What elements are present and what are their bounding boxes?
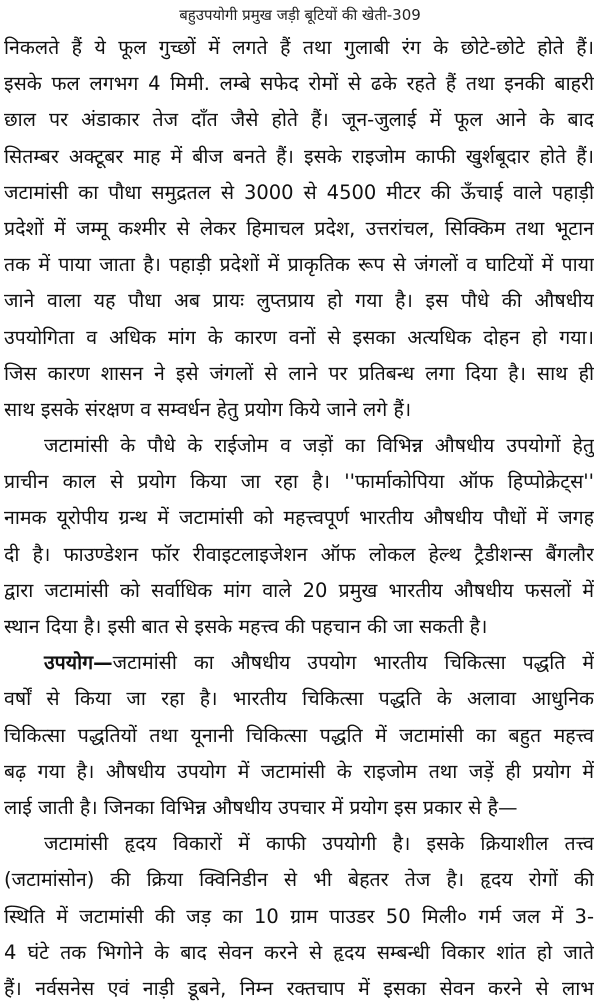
text-line: सितम्बर अक्टूबर माह में बीज बनते हैं। इसके राइजोम काफी खुर्शबूदार होते हैं। bbox=[4, 144, 594, 168]
text-line: उपयोगिता व अधिक मांग के कारण वनों से इसका अत्यधिक दोहन हो गया। bbox=[4, 325, 594, 349]
text-line: हैं। नर्वसनेस एवं नाड़ी डूबने, निम्न रक्तचाप में इसका सेवन करने से लाभ bbox=[4, 976, 594, 1000]
text-line: जटामांसी के पौधे के राईजोम व जड़ों का विभिन्न औषधीय उपयोगों हेतु bbox=[44, 434, 594, 458]
text-line: प्रदेशों में जम्मू कश्मीर से लेकर हिमाचल प्रदेश, उत्तरांचल, सिक्किम तथा भूटान bbox=[4, 216, 594, 240]
text-line: वर्षों से किया जा रहा है। भारतीय चिकित्सा पद्धति के अलावा आधुनिक bbox=[4, 687, 594, 711]
text-line: लाई जाती है। जिनका विभिन्न औषधीय उपचार में प्रयोग इस प्रकार से है— bbox=[4, 795, 518, 819]
section-heading: उपयोग— bbox=[44, 651, 113, 675]
paragraph-history bbox=[4, 428, 594, 645]
text-line bbox=[4, 645, 594, 681]
text-line: जिस कारण शासन ने इसे जंगलों से लाने पर प्रतिबन्ध लगा दिया है। साथ ही bbox=[4, 361, 594, 385]
text-line: जटामांसी हृदय विकारों में काफी उपयोगी है। इसके क्रियाशील तत्त्व bbox=[44, 832, 594, 856]
text-line: निकलते हैं ये फूल गुच्छों में लगते हैं तथा गुलाबी रंग के छोटे-छोटे होते हैं। bbox=[4, 36, 594, 59]
paragraph-heart bbox=[4, 826, 594, 1007]
text-line: साथ इसके संरक्षण व सम्वर्धन हेतु प्रयोग किये जाने लगे हैं। bbox=[4, 397, 412, 421]
text-line: तक में पाया जाता है। पहाड़ी प्रदेशों में प्राकृतिक रूप से जंगलों व घाटियों में पाया bbox=[4, 253, 594, 277]
text-span: जटामांसी का औषधीय उपयोग भारतीय चिकित्सा पद्धति में bbox=[112, 651, 594, 675]
page-body bbox=[4, 30, 594, 1007]
text-line: जाने वाला यह पौधा अब प्रायः लुप्तप्राय हो गया है। इस पौधे की औषधीय bbox=[4, 289, 594, 313]
paragraph-uses bbox=[4, 645, 594, 826]
text-line: इसके फल लगभग 4 मिमी. लम्बे सफेद रोमों से ढके रहते हैं तथा इनकी बाहरी bbox=[4, 72, 594, 96]
text-line: द्वारा जटामांसी को सर्वाधिक मांग वाले 20 प्रमुख भारतीय औषधीय फसलों में bbox=[4, 578, 594, 602]
text-line: बढ़ गया है। औषधीय उपयोग में जटामांसी के राइजोम तथा जड़ें ही प्रयोग में bbox=[4, 759, 594, 783]
text-line: प्राचीन काल से प्रयोग किया जा रहा है। ''फार्माकोपिया ऑफ हिप्पोक्रेट्स'' bbox=[4, 470, 594, 494]
text-line: स्थान दिया है। इसी बात से इसके महत्त्व की पहचान की जा सकती है। bbox=[4, 615, 488, 638]
text-line: नामक यूरोपीय ग्रन्थ में जटामांसी को महत्त्वपूर्ण भारतीय औषधीय पौधों में जगह bbox=[4, 506, 594, 530]
text-line: चिकित्सा पद्धतियों तथा यूनानी चिकित्सा पद्धति में जटामांसी का बहुत महत्त्व bbox=[4, 723, 594, 747]
text-line: स्थिति में जटामांसी की जड़ का 10 ग्राम पाउडर 50 मिली० गर्म जल में 3- bbox=[4, 904, 594, 928]
text-line: 4 घंटे तक भिगोने के बाद सेवन करने से हृदय सम्बन्धी विकार शांत हो जाते bbox=[4, 940, 594, 964]
text-line: जटामांसी का पौधा समुद्रतल से 3000 से 4500 मीटर की ऊँचाई वाले पहाड़ी bbox=[4, 180, 594, 204]
running-header: बहुउपयोगी प्रमुख जड़ी बूटियों की खेती-309 bbox=[179, 6, 421, 24]
paragraph-habitat bbox=[4, 30, 594, 428]
text-line: दी है। फाउण्डेशन फॉर रीवाइटलाइजेशन ऑफ लोकल हेल्थ ट्रैडीशन्स बैंगलौर bbox=[4, 542, 594, 566]
text-line: (जटामांसोन) की क्रिया क्विनिडीन से भी बेहतर तेज है। हृदय रोगों की bbox=[4, 868, 594, 892]
text-line: छाल पर अंडाकार तेज दाँत जैसे होते हैं। जून-जुलाई में फूल आने के बाद bbox=[4, 108, 594, 132]
